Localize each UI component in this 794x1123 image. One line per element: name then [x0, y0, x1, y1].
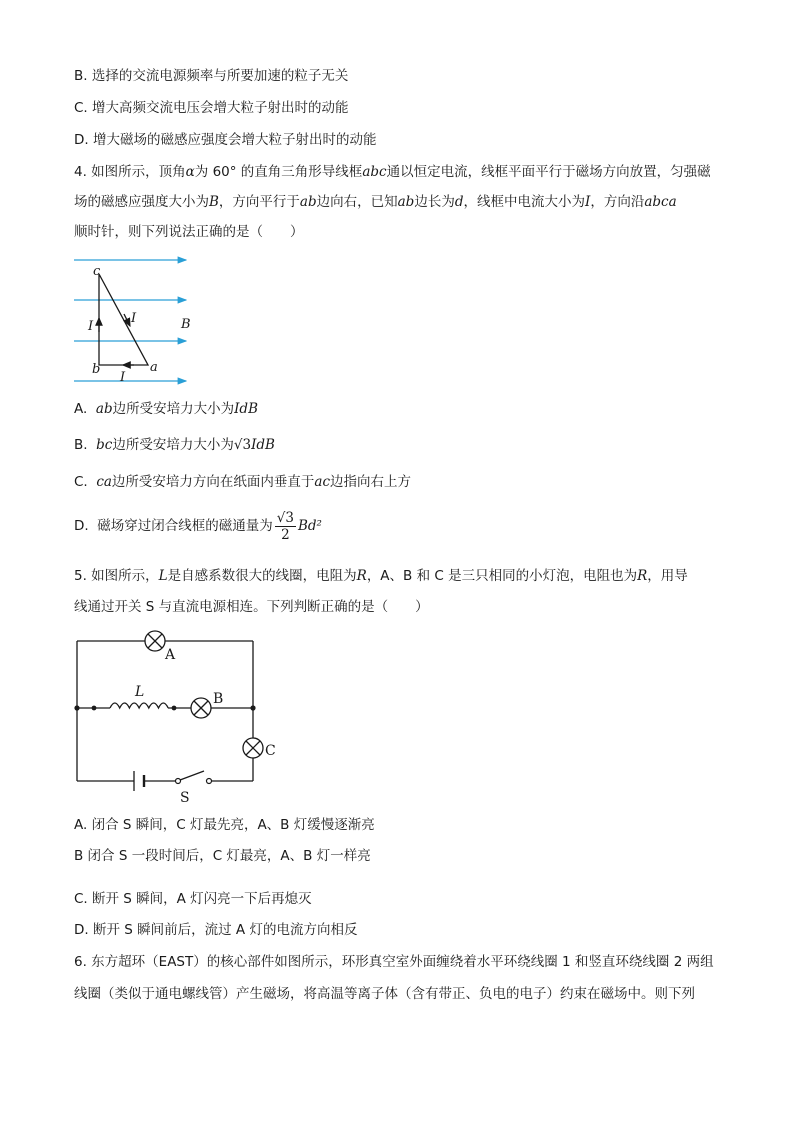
q4-option-c: C. ca边所受安培力方向在纸面内垂直于ac边指向右上方: [74, 474, 412, 490]
fraction: $\frac{√3}{2}$: [276, 509, 294, 543]
q5-circuit-figure: [70, 626, 285, 806]
label-switch-S: S: [180, 790, 190, 806]
q4-triangle-figure: [70, 252, 195, 390]
label-b: b: [92, 362, 101, 377]
q4-stem-line3: 顺时针，则下列说法正确的是（ ）: [74, 224, 304, 240]
inductor-coil: [110, 703, 168, 708]
label-inductor-L: L: [135, 684, 145, 700]
label-I-left: I: [88, 319, 94, 334]
label-I-hyp: I: [131, 311, 137, 326]
label-B: B: [181, 317, 191, 332]
q6-stem-line1: 6. 东方超环（EAST）的核心部件如图所示，环形真空室外面缠绕着水平环绕线圈 1 和竖直环绕线圈 2 两组: [74, 954, 714, 970]
q5-option-b: B 闭合 S 一段时间后，C 灯最亮，A、B 灯一样亮: [74, 848, 371, 864]
q5-stem-line1: 5. 如图所示，L是自感系数很大的线圈，电阻为R，A、B 和 C 是三只相同的小灯泡，电阻也为R，用导: [74, 568, 688, 584]
label-a: a: [150, 360, 158, 375]
q5-option-a: A. 闭合 S 瞬间，C 灯最先亮，A、B 灯缓慢逐渐亮: [74, 817, 375, 833]
q5-option-d: D. 断开 S 瞬间前后，流过 A 灯的电流方向相反: [74, 922, 358, 938]
label-c: c: [93, 264, 101, 279]
lamp-C: [243, 738, 263, 758]
q5-stem-line2: 线通过开关 S 与直流电源相连。下列判断正确的是（ ）: [74, 599, 429, 615]
current-arrow-hyp: [124, 314, 130, 326]
triangle-frame: [99, 274, 148, 365]
q4-option-d: D. 磁场穿过闭合线框的磁通量为 $\frac{√3}{2}$ Bd²: [74, 509, 322, 543]
q3-option-c: C. 增大高频交流电压会增大粒子射出时的动能: [74, 100, 349, 116]
lamp-A: [145, 631, 165, 651]
q3-option-b: B. 选择的交流电源频率与所要加速的粒子无关: [74, 68, 349, 84]
lamp-B: [191, 698, 211, 718]
label-lamp-B: B: [213, 691, 224, 707]
label-lamp-C: C: [265, 743, 276, 759]
label-lamp-A: A: [165, 647, 176, 663]
q4-stem-line2: 场的磁感应强度大小为B，方向平行于ab边向右，已知ab边长为d，线框中电流大小为I，方向沿abca: [74, 194, 677, 210]
q4-stem-line1: 4. 如图所示，顶角α为 60° 的直角三角形导线框abc通以恒定电流，线框平面平行于磁场方向放置，匀强磁: [74, 164, 711, 180]
q5-option-c: C. 断开 S 瞬间，A 灯闪亮一下后再熄灭: [74, 891, 312, 907]
label-I-bottom: I: [120, 370, 126, 385]
q4-option-b: B. bc边所受安培力大小为√3IdB: [74, 437, 275, 453]
q3-option-d: D. 增大磁场的磁感应强度会增大粒子射出时的动能: [74, 132, 377, 148]
q6-stem-line2: 线圈（类似于通电螺线管）产生磁场，将高温等离子体（含有带正、负电的电子）约束在磁场中。则下列: [74, 986, 695, 1002]
q4-option-a: A. ab边所受安培力大小为IdB: [74, 401, 258, 417]
switch-blade: [180, 771, 204, 780]
